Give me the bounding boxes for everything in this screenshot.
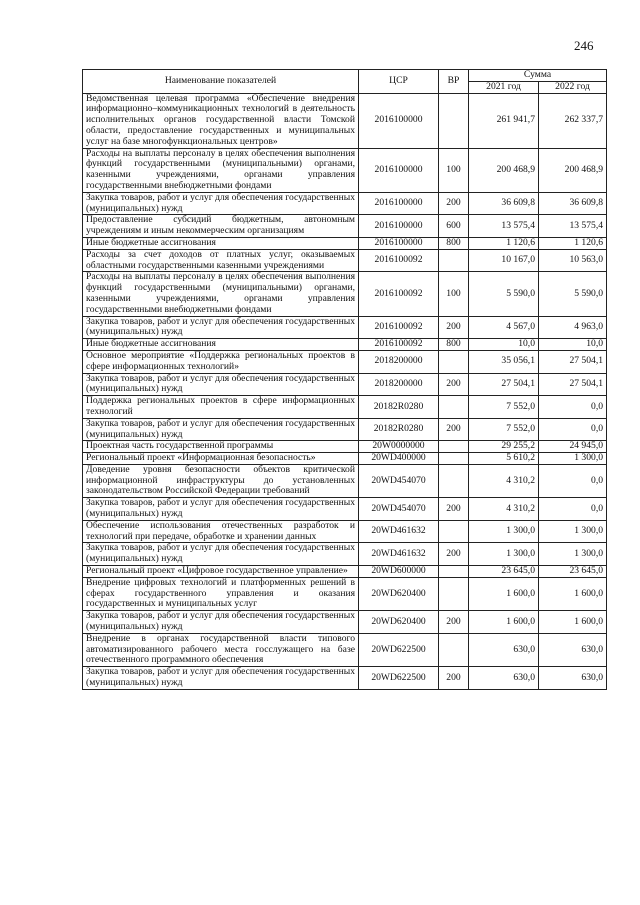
- row-sum-2021: 630,0: [469, 667, 539, 690]
- row-sum-2022: 13 575,4: [539, 215, 607, 238]
- row-csr: 2016100092: [359, 272, 439, 316]
- row-sum-2022: 23 645,0: [539, 566, 607, 578]
- row-csr: 2016100092: [359, 316, 439, 339]
- row-csr: 2016100000: [359, 215, 439, 238]
- page-number: 246: [574, 38, 594, 53]
- row-sum-2022: 630,0: [539, 633, 607, 666]
- row-vr: 100: [439, 272, 469, 316]
- row-sum-2021: 36 609,8: [469, 192, 539, 215]
- row-sum-2021: 200 468,9: [469, 148, 539, 192]
- row-sum-2022: 0,0: [539, 418, 607, 441]
- row-vr: 600: [439, 215, 469, 238]
- row-sum-2022: 1 600,0: [539, 611, 607, 634]
- row-sum-2021: 5 590,0: [469, 272, 539, 316]
- row-vr: [439, 441, 469, 453]
- row-vr: [439, 464, 469, 497]
- row-sum-2022: 1 120,6: [539, 237, 607, 249]
- row-sum-2022: 36 609,8: [539, 192, 607, 215]
- row-sum-2021: 27 504,1: [469, 373, 539, 396]
- row-sum-2021: 29 255,2: [469, 441, 539, 453]
- row-name: Проектная часть государственной программы: [83, 441, 359, 453]
- row-sum-2021: 7 552,0: [469, 396, 539, 419]
- row-name: Закупка товаров, работ и услуг для обеспечения государственных (муниципальных) нужд: [83, 667, 359, 690]
- row-name: Внедрение в органах государственной власти типового автоматизированного рабочего места госслужащего на базе отечественного программного обеспечения: [83, 633, 359, 666]
- row-vr: [439, 350, 469, 373]
- row-csr: 20WD600000: [359, 566, 439, 578]
- row-csr: 2016100092: [359, 339, 439, 351]
- row-vr: 200: [439, 192, 469, 215]
- row-vr: [439, 577, 469, 610]
- header-year-2021: 2021 год: [469, 81, 539, 93]
- row-csr: 2016100000: [359, 237, 439, 249]
- row-sum-2021: 23 645,0: [469, 566, 539, 578]
- row-vr: 200: [439, 373, 469, 396]
- table-row: [83, 566, 607, 578]
- row-vr: 200: [439, 316, 469, 339]
- table-row: [83, 396, 607, 419]
- row-vr: [439, 453, 469, 465]
- table-row: [83, 316, 607, 339]
- table-row: [83, 192, 607, 215]
- row-name: Поддержка региональных проектов в сфере информационных технологий: [83, 396, 359, 419]
- row-name: Закупка товаров, работ и услуг для обеспечения государственных (муниципальных) нужд: [83, 611, 359, 634]
- row-name: Основное мероприятие «Поддержка региональных проектов в сфере информационных технологий»: [83, 350, 359, 373]
- table-row: [83, 611, 607, 634]
- row-csr: 20WD620400: [359, 611, 439, 634]
- table-row: [83, 249, 607, 272]
- row-name: Ведомственная целевая программа «Обеспечение внедрения информационно–коммуникационных технологий в деятельность исполнительных органов государственной власти Томской области, предоставление государственных и муниципальных услуг на базе многофункциональных центров»: [83, 93, 359, 148]
- row-csr: 20WD461632: [359, 543, 439, 566]
- row-csr: 20WD620400: [359, 577, 439, 610]
- row-sum-2022: 1 600,0: [539, 577, 607, 610]
- row-sum-2021: 4 310,2: [469, 464, 539, 497]
- row-sum-2022: 4 963,0: [539, 316, 607, 339]
- table-row: [83, 148, 607, 192]
- header-row: [83, 70, 607, 82]
- table-row: [83, 339, 607, 351]
- budget-table: [82, 69, 607, 690]
- row-csr: 2016100092: [359, 249, 439, 272]
- table-row: [83, 633, 607, 666]
- table-row: [83, 667, 607, 690]
- header-name: Наименование показателей: [83, 70, 359, 94]
- row-sum-2021: 630,0: [469, 633, 539, 666]
- row-csr: 2018200000: [359, 373, 439, 396]
- row-sum-2022: 10,0: [539, 339, 607, 351]
- row-vr: [439, 249, 469, 272]
- row-sum-2022: 24 945,0: [539, 441, 607, 453]
- row-sum-2022: 262 337,7: [539, 93, 607, 148]
- row-csr: 20WD400000: [359, 453, 439, 465]
- row-name: Обеспечение использования отечественных разработок и технологий при передаче, обработке и хранении данных: [83, 520, 359, 543]
- row-sum-2021: 7 552,0: [469, 418, 539, 441]
- table-row: [83, 453, 607, 465]
- row-sum-2022: 27 504,1: [539, 350, 607, 373]
- row-name: Расходы на выплаты персоналу в целях обеспечения выполнения функций государственными (муниципальными) органами, казенными учреждениями, органами управления государственными внебюджетными фондами: [83, 148, 359, 192]
- table-row: [83, 498, 607, 521]
- row-sum-2022: 5 590,0: [539, 272, 607, 316]
- row-sum-2021: 4 310,2: [469, 498, 539, 521]
- row-sum-2022: 1 300,0: [539, 543, 607, 566]
- row-name: Закупка товаров, работ и услуг для обеспечения государственных (муниципальных) нужд: [83, 418, 359, 441]
- row-sum-2022: 630,0: [539, 667, 607, 690]
- row-vr: 200: [439, 667, 469, 690]
- row-sum-2022: 200 468,9: [539, 148, 607, 192]
- row-vr: [439, 93, 469, 148]
- row-vr: 800: [439, 237, 469, 249]
- header-vr: ВР: [439, 70, 469, 94]
- row-name: Закупка товаров, работ и услуг для обеспечения государственных (муниципальных) нужд: [83, 498, 359, 521]
- table-row: [83, 464, 607, 497]
- row-vr: 800: [439, 339, 469, 351]
- row-sum-2022: 0,0: [539, 396, 607, 419]
- row-sum-2022: 0,0: [539, 498, 607, 521]
- row-vr: [439, 396, 469, 419]
- table-row: [83, 441, 607, 453]
- row-csr: 2018200000: [359, 350, 439, 373]
- row-name: Внедрение цифровых технологий и платформенных решений в сферах государственного управления и оказания государственных и муниципальных услуг: [83, 577, 359, 610]
- table-row: [83, 237, 607, 249]
- row-vr: 200: [439, 611, 469, 634]
- table-row: [83, 418, 607, 441]
- header-sum: Сумма: [469, 70, 607, 82]
- row-sum-2022: 10 563,0: [539, 249, 607, 272]
- row-vr: 100: [439, 148, 469, 192]
- row-vr: [439, 520, 469, 543]
- row-sum-2021: 13 575,4: [469, 215, 539, 238]
- row-csr: 20WD454070: [359, 464, 439, 497]
- row-csr: 20WD461632: [359, 520, 439, 543]
- row-sum-2022: 1 300,0: [539, 520, 607, 543]
- row-csr: 20WD622500: [359, 667, 439, 690]
- row-sum-2021: 261 941,7: [469, 93, 539, 148]
- row-csr: 20182R0280: [359, 396, 439, 419]
- row-sum-2021: 5 610,2: [469, 453, 539, 465]
- row-name: Иные бюджетные ассигнования: [83, 339, 359, 351]
- row-sum-2021: 1 600,0: [469, 577, 539, 610]
- row-csr: 20182R0280: [359, 418, 439, 441]
- row-name: Закупка товаров, работ и услуг для обеспечения государственных (муниципальных) нужд: [83, 316, 359, 339]
- table-row: [83, 543, 607, 566]
- row-vr: 200: [439, 498, 469, 521]
- row-name: Предоставление субсидий бюджетным, автономным учреждениям и иным некоммерческим организациям: [83, 215, 359, 238]
- header-year-2022: 2022 год: [539, 81, 607, 93]
- row-name: Закупка товаров, работ и услуг для обеспечения государственных (муниципальных) нужд: [83, 373, 359, 396]
- row-vr: [439, 633, 469, 666]
- row-sum-2022: 1 300,0: [539, 453, 607, 465]
- row-name: Закупка товаров, работ и услуг для обеспечения государственных (муниципальных) нужд: [83, 192, 359, 215]
- row-name: Доведение уровня безопасности объектов критической информационной инфраструктуры до установленных законодательством Российской Федерации требований: [83, 464, 359, 497]
- row-sum-2022: 27 504,1: [539, 373, 607, 396]
- row-sum-2021: 1 120,6: [469, 237, 539, 249]
- row-name: Региональный проект «Цифровое государственное управление»: [83, 566, 359, 578]
- row-name: Закупка товаров, работ и услуг для обеспечения государственных (муниципальных) нужд: [83, 543, 359, 566]
- row-name: Иные бюджетные ассигнования: [83, 237, 359, 249]
- row-csr: 20WD622500: [359, 633, 439, 666]
- table-row: [83, 577, 607, 610]
- table-row: [83, 520, 607, 543]
- row-csr: 2016100000: [359, 93, 439, 148]
- table-row: [83, 272, 607, 316]
- row-vr: 200: [439, 418, 469, 441]
- table-row: [83, 350, 607, 373]
- row-vr: [439, 566, 469, 578]
- row-csr: 2016100000: [359, 148, 439, 192]
- row-name: Расходы на выплаты персоналу в целях обеспечения выполнения функций государственными (муниципальными) органами, казенными учреждениями, органами управления государственными внебюджетными фондами: [83, 272, 359, 316]
- table-body: [83, 93, 607, 689]
- row-csr: 20W0000000: [359, 441, 439, 453]
- row-sum-2021: 10 167,0: [469, 249, 539, 272]
- row-sum-2022: 0,0: [539, 464, 607, 497]
- row-sum-2021: 1 300,0: [469, 543, 539, 566]
- row-csr: 2016100000: [359, 192, 439, 215]
- row-csr: 20WD454070: [359, 498, 439, 521]
- row-name: Расходы за счет доходов от платных услуг, оказываемых областными государственными казенными учреждениями: [83, 249, 359, 272]
- row-sum-2021: 1 300,0: [469, 520, 539, 543]
- row-vr: 200: [439, 543, 469, 566]
- table-row: [83, 215, 607, 238]
- row-sum-2021: 1 600,0: [469, 611, 539, 634]
- row-sum-2021: 10,0: [469, 339, 539, 351]
- table-row: [83, 373, 607, 396]
- row-name: Региональный проект «Информационная безопасность»: [83, 453, 359, 465]
- row-sum-2021: 4 567,0: [469, 316, 539, 339]
- row-sum-2021: 35 056,1: [469, 350, 539, 373]
- header-csr: ЦСР: [359, 70, 439, 94]
- table-row: [83, 93, 607, 148]
